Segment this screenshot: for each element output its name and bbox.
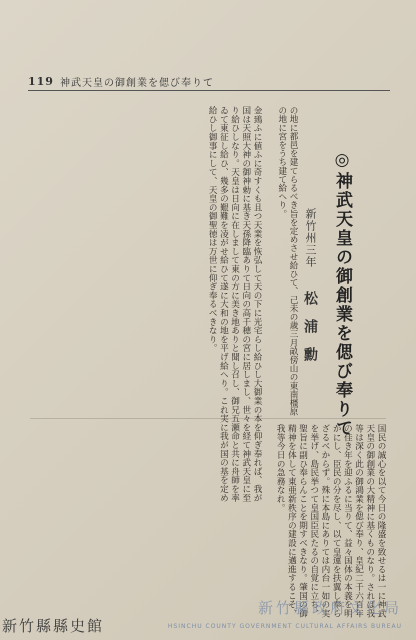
author-affiliation: 新竹州三年 — [304, 208, 317, 268]
body-lower-text: 国民の誠心を以て今日の隆盛を致せるは一に神武天皇の御創業の大精神に基くものなり。されば我等は深く此の御鴻業を偲び奉り、皇紀二千六百年の佳き年を迎ふるに当りて、益々国体の本義を明かにし、臣民の分を尽し、以て皇運を扶翼し奉らざるべからず。殊に本島にありては内台一如の実を挙げ、島民挙つて皇国臣民たるの自覚に立ち、聖旨に副ひ奉らんことを期すべきなり。肇国の御精神を体して東亜新秩序の建設に邁進するこそ、我等今日の急務なれ。 — [275, 424, 386, 618]
section-divider — [30, 418, 386, 419]
page-number: 119 — [28, 75, 54, 88]
body-upper-text: 金鵄ふに値ふに奇すくも且つ天業を恢弘して天の下に光宅らし給ひし大御業の本を仰ぎ奉れば、我が国は天照大神の御神勅に基き天孫降臨ありて日向の高千穂の宮に居しまし、世々を経て神武天皇に至り給ひしなり。天皇は日向に在しまして東の方に美き地ありと聞し召し、御兄五瀬命と共に舟師を率ゐて東征し給ひ、幾多の艱難を凌がせ給ひて遂に大和の地を平げ給へり。これ実に我が国の基を定め給ひし御事にして、天皇の御聖徳は万世に仰ぎ奉るべきなり。 — [207, 106, 262, 502]
header-rule — [28, 90, 390, 91]
running-title: 神武天皇の御創業を偲び奉りて — [59, 78, 214, 89]
author-name: 松浦勳 — [302, 290, 318, 375]
running-header — [28, 74, 388, 89]
author-line — [300, 208, 320, 418]
body-right-column: の地に都邑を建てらるべき旨を定めさせ給ひて、己未の歳三月畝傍山の東南橿原の地に宮をうち建て給へり。 — [276, 106, 298, 416]
article-title: ◎神武天皇の御創業を偲び奉りて — [332, 150, 352, 438]
county-seal: 新竹縣縣史館 — [2, 617, 105, 635]
archive-watermark: 新竹縣政府文化局 — [257, 599, 402, 617]
archive-watermark-english: HSINCHU COUNTY GOVERNMENT CULTURAL AFFAIRS BUREAU — [167, 623, 402, 630]
